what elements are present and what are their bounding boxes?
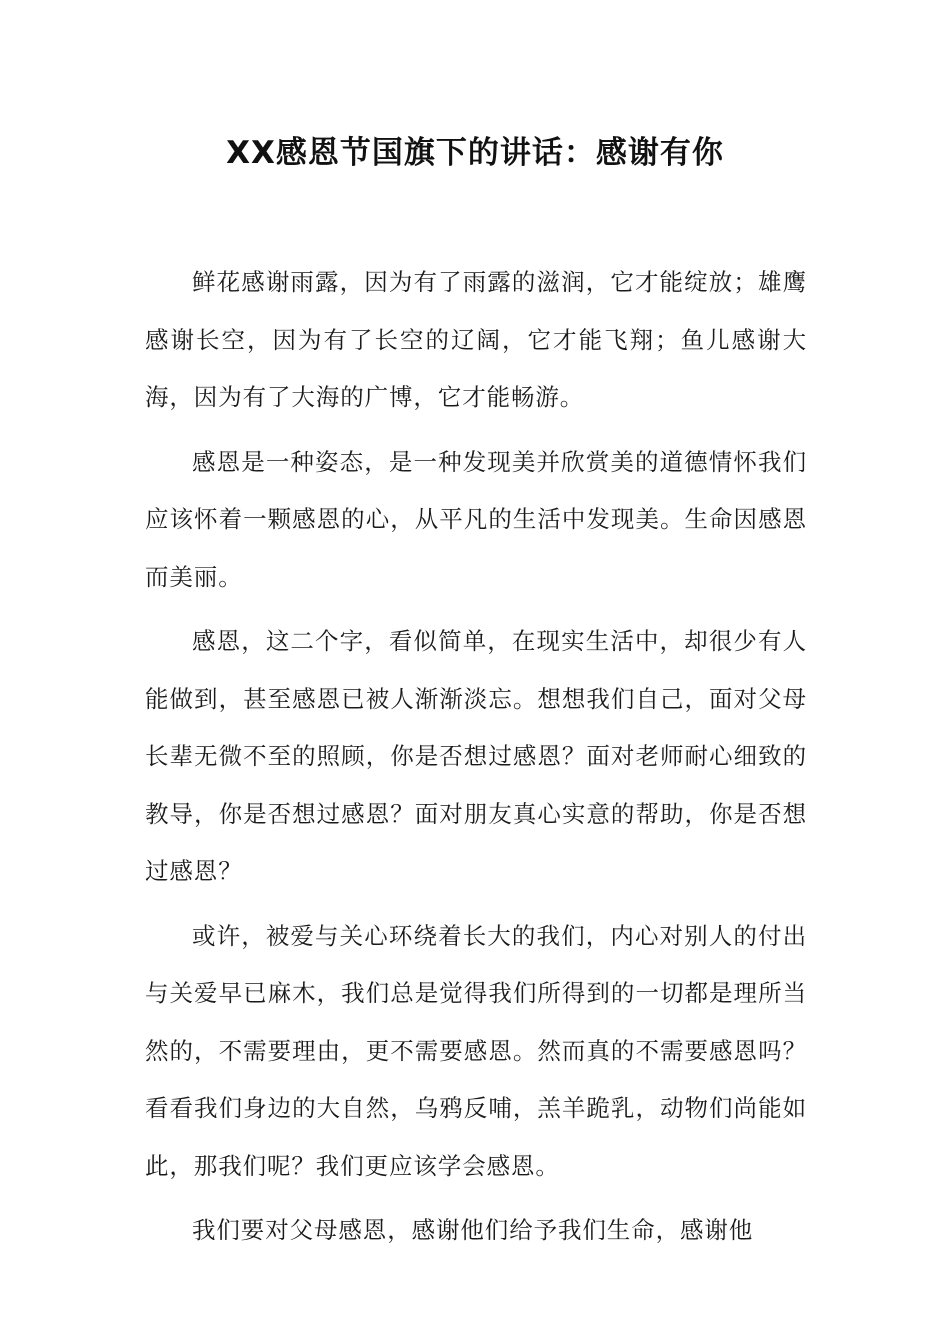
paragraph-2: 感恩是一种姿态，是一种发现美并欣赏美的道德情怀我们应该怀着一颗感恩的心，从平凡的生活中发现美。生命因感恩而美丽。 bbox=[145, 447, 807, 591]
document-title: XX感恩节国旗下的讲话：感谢有你 bbox=[226, 135, 724, 171]
paragraph-3: 感恩，这二个字，看似简单，在现实生活中，却很少有人能做到，甚至感恩已被人渐渐淡忘。想想我们自己，面对父母长辈无微不至的照顾，你是否想过感恩？面对老师耐心细致的教导，你是否想过感恩？面对朋友真心实意的帮助，你是否想过感恩？ bbox=[145, 627, 807, 885]
paragraph-5: 我们要对父母感恩，感谢他们给予我们生命，感谢他 bbox=[192, 1216, 754, 1244]
paragraph-1: 鲜花感谢雨露，因为有了雨露的滋润，它才能绽放；雄鹰感谢长空，因为有了长空的辽阔，它才能飞翔；鱼儿感谢大海，因为有了大海的广博，它才能畅游。 bbox=[145, 268, 807, 411]
paragraph-4: 或许，被爱与关心环绕着长大的我们，内心对别人的付出与关爱早已麻木，我们总是觉得我们所得到的一切都是理所当然的，不需要理由，更不需要感恩。然而真的不需要感恩吗？看看我们身边的大自然，乌鸦反哺，羔羊跪乳，动物们尚能如此，那我们呢？我们更应该学会感恩。 bbox=[145, 921, 807, 1180]
document-body bbox=[145, 254, 807, 1267]
